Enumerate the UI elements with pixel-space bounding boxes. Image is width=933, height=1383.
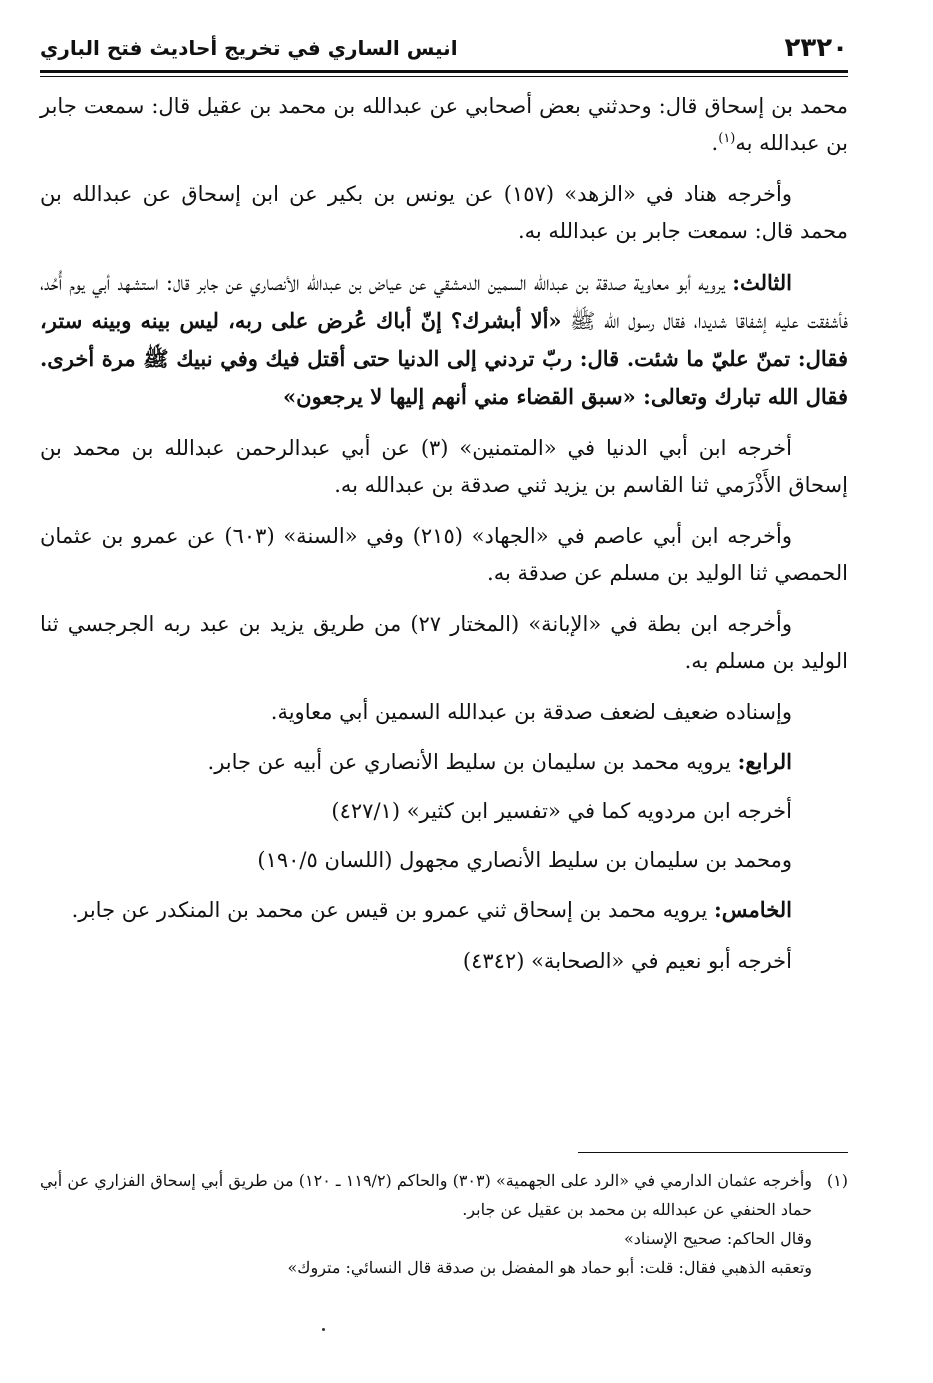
footnote-text: وأخرجه عثمان الدارمي في «الرد على الجهمية» (٣٠٣) والحاكم (١١٩/٢ ـ ١٢٠) من طريق أبي إسحاق الفزاري عن أبي حماد الحنفي عن عبدالله بن محمد بن عقيل عن جابر. bbox=[40, 1171, 812, 1219]
page-speck bbox=[322, 1328, 325, 1331]
section-label-fourth: الرابع: bbox=[737, 749, 792, 774]
footnote-line-3: وتعقبه الذهبي فقال: قلت: أبو حماد هو المفضل بن صدقة قال النسائي: متروك» bbox=[287, 1258, 812, 1277]
paragraph-6: وأخرجه ابن بطة في «الإبانة» (المختار ٢٧) من طريق يزيد بن عبد ربه الجرجسي ثنا الوليد بن مسلم به. bbox=[40, 612, 848, 673]
footnotes bbox=[40, 1166, 848, 1282]
paragraph-11: الخامس: يرويه محمد بن إسحاق ثني عمرو بن قيس عن محمد بن المنكدر عن جابر. bbox=[71, 897, 792, 922]
footnote-marker: (١) bbox=[718, 131, 736, 146]
paragraph-2: وأخرجه هناد في «الزهد» (١٥٧) عن يونس بن بكير عن ابن إسحاق عن عبدالله بن محمد قال: سمعت جابر بن عبدالله به. bbox=[40, 182, 848, 243]
footnote-separator bbox=[578, 1152, 848, 1153]
header-rule bbox=[40, 70, 848, 73]
paragraph-4: أخرجه ابن أبي الدنيا في «المتمنين» (٣) عن أبي عبدالرحمن عبدالله بن محمد بن إسحاق الأَذْرَمي ثنا القاسم بن يزيد ثني صدقة بن عبدالله به. bbox=[40, 436, 848, 497]
footnote-line-2: وقال الحاكم: صحيح الإسناد» bbox=[624, 1229, 812, 1248]
paragraph-3: الثالث: يرويه أبو معاوية صدقة بن عبدالله السمين الدمشقي عن عياض بن عبدالله الأنصاري عن جابر قال: استشهد أبي يوم أُحُد، فأشفقت عليه إشفاقا شديدا، فقال رسول الله ﷺ «ألا أبشرك؟ إنّ أباك عُرض على ربه، ليس بينه وبينه ستر، فقال: تمنّ عليّ ما شئت. قال: ربّ تردني إلى الدنيا حتى أقتل فيك وفي نبيك ﷺ مرة أخرى. فقال الله تبارك وتعالى: «سبق القضاء مني أنهم إليها لا يرجعون» bbox=[40, 270, 848, 409]
paragraph-8: الرابع: يرويه محمد بن سليمان بن سليط الأنصاري عن أبيه عن جابر. bbox=[207, 749, 792, 774]
paragraph-12: أخرجه أبو نعيم في «الصحابة» (٤٣٤٢) bbox=[462, 949, 792, 973]
running-title: انيس الساري في تخريج أحاديث فتح الباري bbox=[40, 36, 458, 60]
section-label-fifth: الخامس: bbox=[714, 897, 792, 922]
footnote-1 bbox=[40, 1166, 848, 1224]
main-text bbox=[40, 88, 848, 994]
header-rule-thin bbox=[40, 76, 848, 77]
page-header bbox=[40, 28, 848, 68]
footnote-number: (١) bbox=[826, 1171, 848, 1190]
paragraph-7: وإسناده ضعيف لضعف صدقة بن عبدالله السمين أبي معاوية. bbox=[270, 700, 792, 724]
paragraph-5: وأخرجه ابن أبي عاصم في «الجهاد» (٢١٥) وفي «السنة» (٦٠٣) عن عمرو بن عثمان الحمصي ثنا الوليد بن مسلم عن صدقة به. bbox=[40, 524, 848, 585]
hadith-text: «ألا أبشرك؟ إنّ أباك عُرض على ربه، ليس بينه وبينه ستر، فقال: تمنّ عليّ ما شئت. قال: ربّ تردني إلى الدنيا حتى أقتل فيك وفي نبيك ﷺ مرة أخرى. فقال الله تبارك وتعالى: «سبق القضاء مني أنهم إليها لا يرجعون» bbox=[40, 308, 848, 409]
paragraph-10: ومحمد بن سليمان بن سليط الأنصاري مجهول (اللسان ١٩٠/٥) bbox=[257, 848, 792, 872]
paragraph-1: محمد بن إسحاق قال: وحدثني بعض أصحابي عن عبدالله بن محمد بن عقيل قال: سمعت جابر بن عبدالله به$^{(١)}$. bbox=[40, 94, 848, 155]
page-number: ٢٣٢٠ bbox=[784, 33, 848, 63]
section-label-third: الثالث: bbox=[732, 270, 792, 295]
paragraph-9: أخرجه ابن مردويه كما في «تفسير ابن كثير» (٤٢٧/١) bbox=[331, 799, 792, 823]
